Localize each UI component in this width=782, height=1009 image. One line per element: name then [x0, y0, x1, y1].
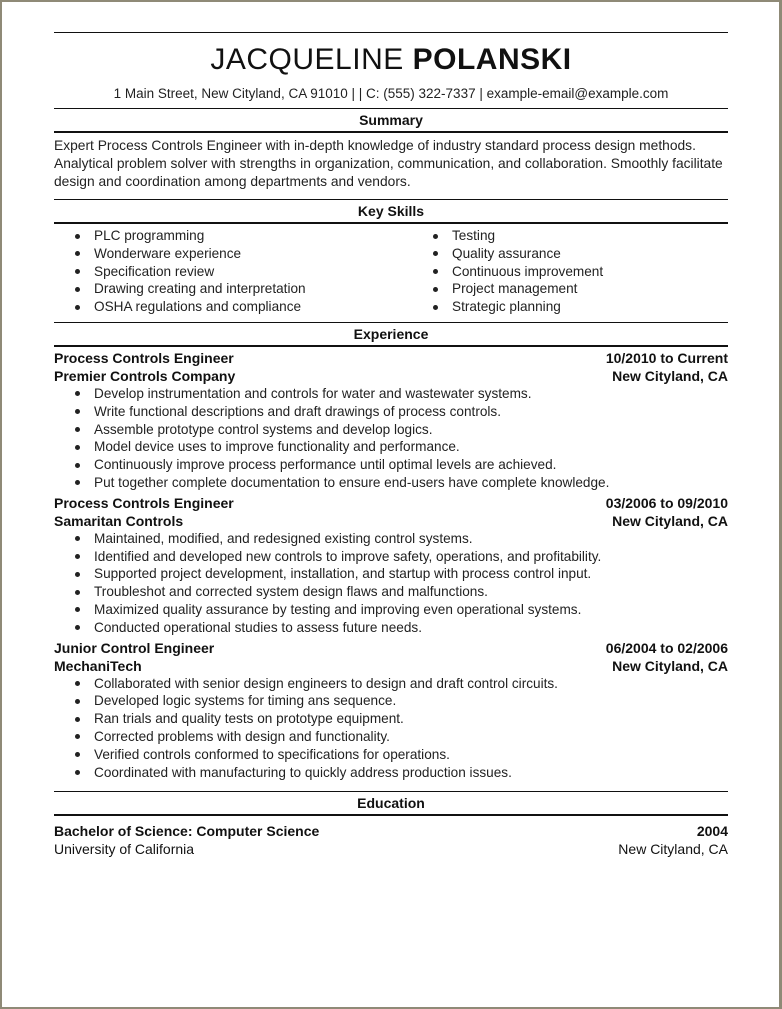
summary-text: Expert Process Controls Engineer with in-depth knowledge of industry standard process design methods. Analytical problem solver with strengths in organization, communication, and collaboration. Smoothly facilitate design and coordination among departments and vendors.: [54, 138, 723, 189]
job-entry: [54, 349, 728, 492]
skills-heading: Key Skills: [357, 203, 425, 219]
education-year: 2004: [696, 823, 728, 840]
job-bullet: Continuously improve process performance until optimal levels are achieved.: [54, 456, 728, 474]
skill-item: Project management: [412, 280, 603, 298]
job-role: Process Controls Engineer: [54, 349, 234, 366]
job-dates: 06/2004 to 02/2006: [605, 639, 728, 656]
job-title-row: [54, 494, 728, 512]
job-bullet: Write functional descriptions and draft drawings of process controls.: [54, 403, 728, 421]
job-role: Process Controls Engineer: [54, 494, 234, 511]
job-bullets: [54, 385, 728, 492]
skill-item: PLC programming: [54, 227, 412, 245]
job-bullet: Conducted operational studies to assess future needs.: [54, 619, 728, 637]
skill-item: Strategic planning: [412, 298, 603, 316]
job-dates: 10/2010 to Current: [605, 349, 728, 366]
job-bullet: Ran trials and quality tests on prototype equipment.: [54, 710, 728, 728]
job-location: New Cityland, CA: [612, 657, 728, 674]
education-heading: Education: [357, 795, 425, 812]
job-dates: 03/2006 to 09/2010: [605, 494, 728, 511]
skill-item: Quality assurance: [412, 245, 603, 263]
skills-left-column: [54, 227, 412, 316]
job-bullet: Maximized quality assurance by testing and improving even operational systems.: [54, 601, 728, 619]
job-company-row: [54, 367, 728, 385]
skill-item: Continuous improvement: [412, 263, 603, 281]
education-school: University of California: [54, 841, 195, 858]
job-company: Samaritan Controls: [54, 512, 184, 529]
job-title-row: [54, 639, 728, 657]
job-company: Premier Controls Company: [54, 367, 236, 384]
job-company-row: [54, 657, 728, 675]
job-company: MechaniTech: [54, 657, 142, 674]
skill-item: Drawing creating and interpretation: [54, 280, 412, 298]
job-bullet: Troubleshot and corrected system design flaws and malfunctions.: [54, 583, 728, 601]
job-bullet: Coordinated with manufacturing to quickly address production issues.: [54, 764, 728, 782]
skill-item: Testing: [412, 227, 603, 245]
education-location: New Cityland, CA: [618, 841, 728, 858]
experience-heading: Experience: [353, 325, 429, 342]
skills-right-column: [412, 227, 603, 316]
section-rule: [54, 345, 728, 347]
job-location: New Cityland, CA: [612, 367, 728, 384]
job-bullet: Collaborated with senior design engineers to design and draft control circuits.: [54, 675, 728, 693]
skills-list: [54, 224, 728, 322]
candidate-name: [54, 42, 728, 78]
job-bullet: Developed logic systems for timing ans sequence.: [54, 692, 728, 710]
top-rule: [54, 32, 728, 33]
first-name: JACQUELINE: [210, 43, 404, 76]
skill-item: Specification review: [54, 263, 412, 281]
job-title-row: [54, 349, 728, 367]
job-location: New Cityland, CA: [612, 512, 728, 529]
job-bullet: Corrected problems with design and functionality.: [54, 728, 728, 746]
education-degree-row: [54, 822, 728, 840]
contact-line: 1 Main Street, New Cityland, CA 91010 | | C: (555) 322-7337 | example-email@example.com: [113, 86, 669, 101]
resume-page: [54, 32, 728, 858]
job-entry: [54, 639, 728, 782]
job-bullet: Put together complete documentation to ensure end-users have complete knowledge.: [54, 474, 728, 492]
job-company-row: [54, 512, 728, 530]
job-bullet: Supported project development, installation, and startup with process control input.: [54, 565, 728, 583]
summary-heading: Summary: [359, 112, 423, 128]
job-bullet: Assemble prototype control systems and develop logics.: [54, 421, 728, 439]
education-school-row: [54, 840, 728, 858]
job-bullets: [54, 675, 728, 782]
skill-item: OSHA regulations and compliance: [54, 298, 412, 316]
last-name: POLANSKI: [412, 43, 572, 76]
job-bullet: Develop instrumentation and controls for water and wastewater systems.: [54, 385, 728, 403]
job-entry: [54, 494, 728, 637]
job-bullets: [54, 530, 728, 637]
job-bullet: Maintained, modified, and redesigned existing control systems.: [54, 530, 728, 548]
job-role: Junior Control Engineer: [54, 639, 215, 656]
education-degree: Bachelor of Science: Computer Science: [54, 823, 320, 840]
job-bullet: Identified and developed new controls to improve safety, operations, and profitability.: [54, 548, 728, 566]
job-bullet: Verified controls conformed to specifications for operations.: [54, 746, 728, 764]
job-bullet: Model device uses to improve functionality and performance.: [54, 438, 728, 456]
skill-item: Wonderware experience: [54, 245, 412, 263]
